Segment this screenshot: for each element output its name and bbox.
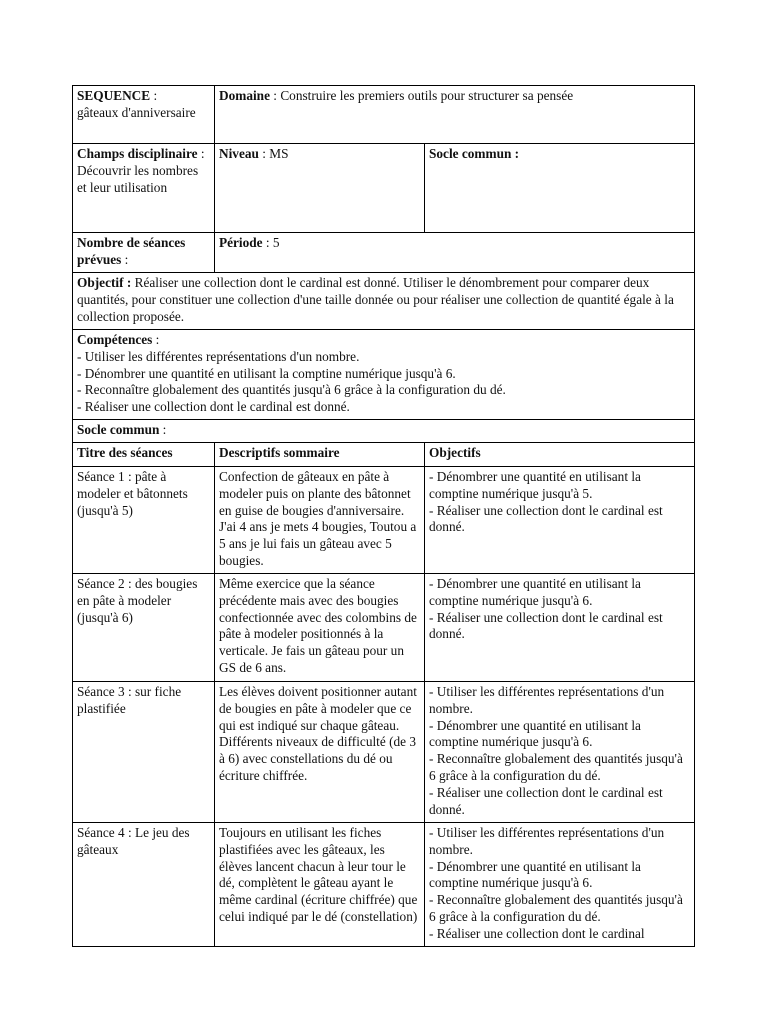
domaine-label: Domaine (219, 88, 270, 103)
table-header-row (73, 443, 695, 467)
competence-item: - Reconnaître globalement des quantités jusqu'à 6 grâce à la configuration du dé. (77, 382, 506, 398)
seance-descriptif: Même exercice que la séance précédente mais avec des bougies confectionnée avec des colombins de pâte à modeler positionnés à la verticale. Je fais un gâteau pour un GS de 6 ans. (215, 574, 425, 682)
competences-label: Compétences (77, 332, 153, 347)
table-row (73, 467, 695, 574)
socle-cell: Socle commun : (73, 420, 695, 443)
objectif-item: - Réaliser une collection dont le cardinal est donné. (429, 502, 663, 535)
champs-cell: Champs disciplinaire : Découvrir les nombres et leur utilisation (73, 144, 215, 233)
seance-objectifs (425, 682, 695, 823)
champs-value: Découvrir les nombres et leur utilisation (77, 162, 199, 195)
table-row (73, 574, 695, 682)
header-descriptifs (215, 443, 425, 467)
objectif-item: - Dénombrer une quantité en utilisant la comptine numérique jusqu'à 6. (429, 858, 641, 891)
header-titre (73, 443, 215, 467)
periode-label: Période (219, 235, 263, 250)
socle-commun-top-label: Socle commun : (429, 146, 520, 161)
niveau-value: MS (269, 146, 289, 161)
header-objectifs (425, 443, 695, 467)
champs-label: Champs disciplinaire (77, 146, 198, 161)
objectif-item: - Dénombrer une quantité en utilisant la comptine numérique jusqu'à 6. (429, 576, 641, 608)
objectif-cell (73, 273, 695, 330)
objectif-item: - Utiliser les différentes représentations d'un nombre. (429, 825, 665, 857)
competences-row (73, 330, 695, 420)
niveau-label: Niveau (219, 146, 259, 161)
table-row (73, 682, 695, 823)
sequence-cell: SEQUENCE : gâteaux d'anniversaire (73, 86, 215, 144)
header-row (73, 86, 695, 144)
header-descriptifs-label: Descriptifs sommaire (219, 445, 340, 460)
seance-title: Séance 2 : des bougies en pâte à modeler (jusqu'à 6) (73, 574, 215, 682)
seance-descriptif: Les élèves doivent positionner autant de bougies en pâte à modeler que ce qui est indiqué sur chaque gâteau. Différents niveaux de difficulté (de 3 à 6) avec constellations du dé ou écriture chiffrée. (215, 682, 425, 823)
objectif-item: - Réaliser une collection dont le cardinal est donné. (429, 609, 663, 642)
seances-label: Nombre de séances prévues (77, 235, 186, 267)
objectif-item: - Reconnaître globalement des quantités jusqu'à 6 grâce à la configuration du dé. (429, 751, 683, 783)
seance-title: Séance 1 : pâte à modeler et bâtonnets (jusqu'à 5) (73, 467, 215, 574)
socle-label: Socle commun (77, 422, 160, 437)
periode-cell: Période : 5 (215, 233, 695, 273)
seances-cell: Nombre de séances prévues : (73, 233, 215, 273)
sequence-table (72, 85, 695, 947)
seance-objectifs (425, 467, 695, 574)
champs-row (73, 144, 695, 233)
niveau-cell: Niveau : MS (215, 144, 425, 233)
objectif-item: - Réaliser une collection dont le cardinal est donné. (429, 784, 663, 817)
table-row (73, 823, 695, 947)
objectif-item: - Dénombrer une quantité en utilisant la comptine numérique jusqu'à 5. (429, 469, 641, 501)
sequence-value: gâteaux d'anniversaire (77, 104, 196, 120)
objectif-text: Réaliser une collection dont le cardinal est donné. Utiliser le dénombrement pour comparer deux quantités, pour constituer une collection d'une taille donnée ou pour réaliser une collection de quantité égale à la collection proposée. (77, 275, 674, 324)
socle-commun-top-cell (425, 144, 695, 233)
seance-descriptif: Confection de gâteaux en pâte à modeler puis on plante des bâtonnet en guise de bougies d'anniversaire. J'ai 4 ans je mets 4 bougies, Toutou a 5 ans je lui fais un gâteau avec 5 bougies. (215, 467, 425, 574)
seance-objectifs (425, 574, 695, 682)
header-objectifs-label: Objectifs (429, 445, 481, 460)
domaine-value: Construire les premiers outils pour structurer sa pensée (280, 88, 574, 103)
seance-title: Séance 4 : Le jeu des gâteaux (73, 823, 215, 947)
seances-row (73, 233, 695, 273)
competences-list (77, 349, 690, 416)
seance-objectifs (425, 823, 695, 947)
seance-descriptif: Toujours en utilisant les fiches plastifiées avec les gâteaux, les élèves lancent chacun à leur tour le dé, complètent le gâteau ayant le même cardinal (écriture chiffrée) que celui indiqué par le dé (constellation) (215, 823, 425, 947)
objectif-label: Objectif : (77, 275, 132, 290)
header-titre-label: Titre des séances (77, 445, 173, 460)
objectif-row (73, 273, 695, 330)
objectif-item: - Dénombrer une quantité en utilisant la comptine numérique jusqu'à 6. (429, 717, 641, 750)
periode-value: 5 (272, 235, 280, 250)
competence-item: - Utiliser les différentes représentations d'un nombre. (77, 348, 360, 364)
objectif-item: - Reconnaître globalement des quantités jusqu'à 6 grâce à la configuration du dé. (429, 892, 683, 924)
lesson-plan-page (72, 85, 694, 947)
competence-item: - Réaliser une collection dont le cardinal est donné. (77, 399, 350, 415)
seance-title: Séance 3 : sur fiche plastifiée (73, 682, 215, 823)
domaine-cell: Domaine : Construire les premiers outils pour structurer sa pensée (215, 86, 695, 144)
sequence-label: SEQUENCE (77, 88, 151, 103)
socle-row (73, 420, 695, 443)
competences-cell: Compétences : - Utiliser les différentes représentations d'un nombre. - Dénombrer une quantité en utilisant la comptine numérique jusqu'à 6. - Reconnaître globalement des quantités jusqu'à 6 grâce à la configuration du dé. - Réaliser une collection dont le cardinal est donné. (73, 330, 695, 420)
competence-item: - Dénombrer une quantité en utilisant la comptine numérique jusqu'à 6. (77, 365, 456, 381)
objectif-item: - Utiliser les différentes représentations d'un nombre. (429, 684, 665, 716)
objectif-item: - Réaliser une collection dont le cardinal (429, 925, 645, 941)
